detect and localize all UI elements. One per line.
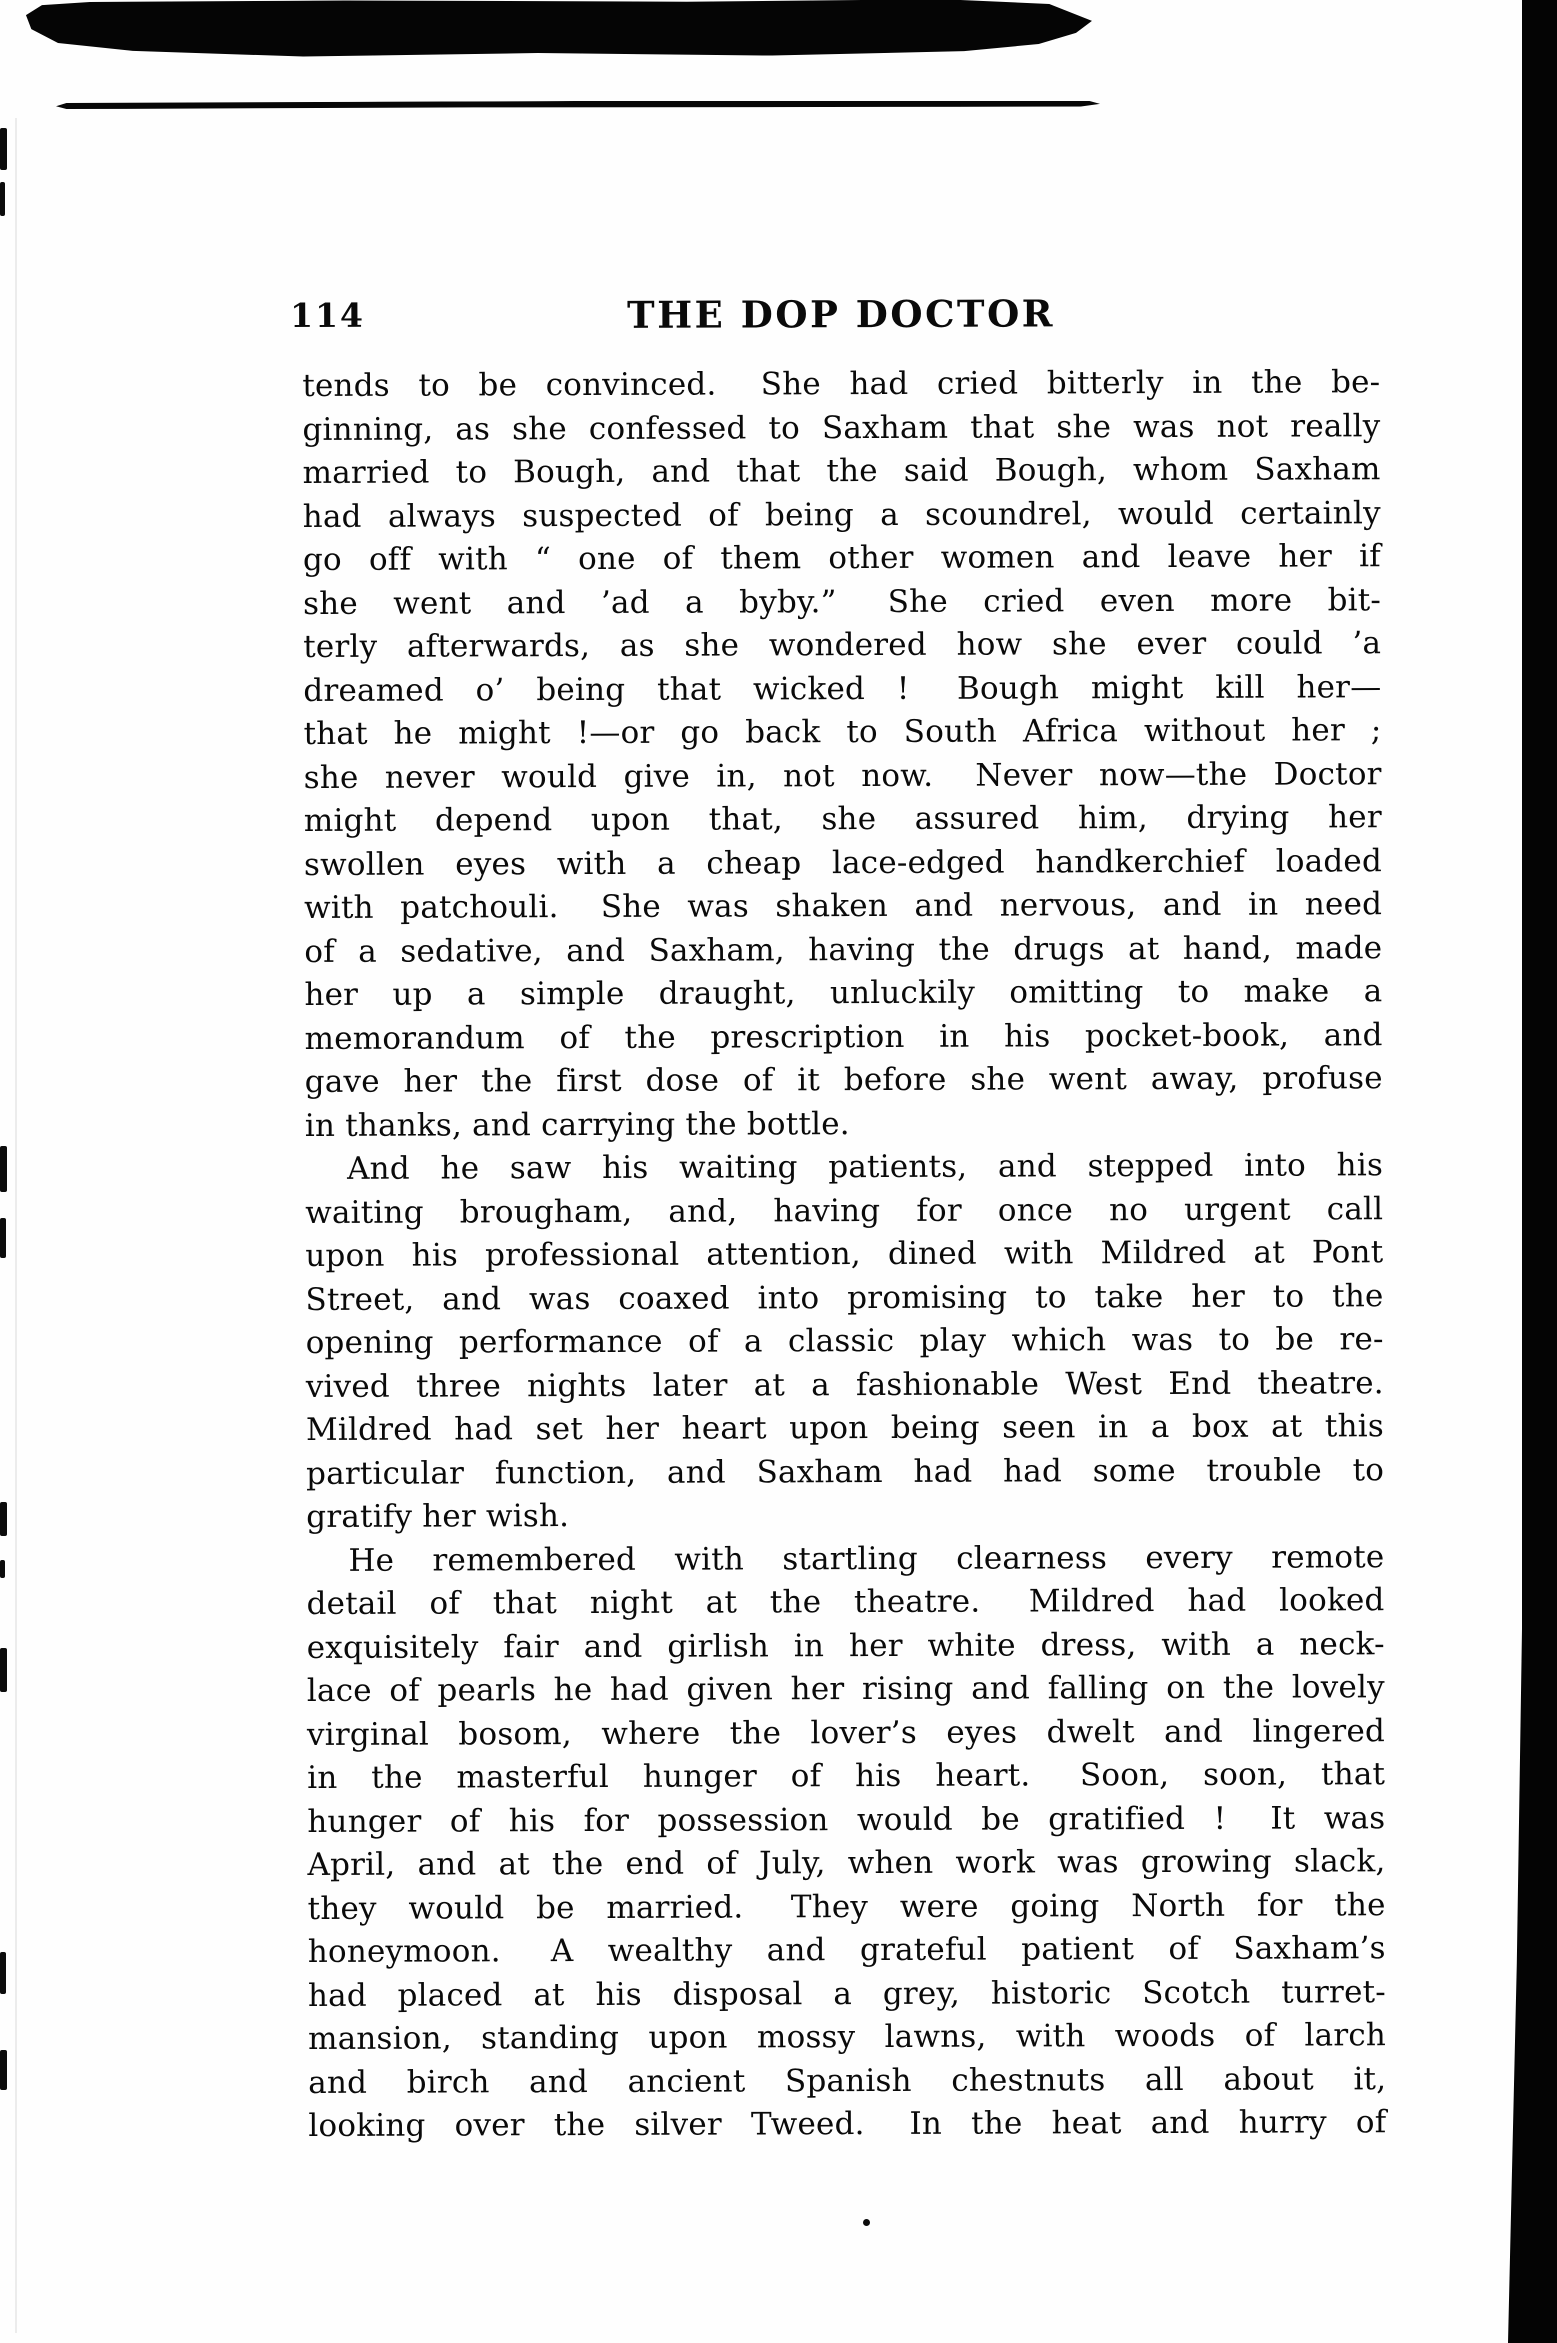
text-line: He remembered with startling clearness every remote [348, 1538, 1385, 1579]
text-line: ginning, as she confessed to Saxham that she was not really [302, 407, 1381, 448]
text-line: And he saw his waiting patients, and stepped into his [346, 1147, 1384, 1187]
running-title: THE DOP DOCTOR [627, 291, 1056, 337]
text-line: virginal bosom, where the lover’s eyes dwelt and lingered [306, 1712, 1386, 1753]
text-line: memorandum of the prescription in his pocket-book, and [304, 1016, 1383, 1057]
text-line: gratify her wish. [306, 1498, 570, 1535]
scan-artifact-left-mark [0, 1648, 7, 1692]
text-block [302, 361, 1386, 2148]
scan-artifact-left-mark [0, 128, 7, 170]
text-line: hunger of his for possession would be gratified ! It was [307, 1799, 1386, 1840]
text-line: dreamed o’ being that wicked ! Bough might kill her— [303, 668, 1382, 709]
scan-artifact-top-band [26, 0, 1092, 59]
text-line: upon his professional attention, dined with Mildred at Pont [305, 1234, 1384, 1274]
scan-artifact-right-band [1522, 0, 1557, 2343]
text-line: waiting brougham, and, having for once no urgent call [305, 1190, 1384, 1231]
text-line: might depend upon that, she assured him, drying her [303, 799, 1382, 839]
text-line: had placed at his disposal a grey, historic Scotch turret- [307, 1973, 1386, 2014]
paragraph [305, 1144, 1384, 1539]
page-content [290, 291, 1387, 2148]
scan-artifact-left-mark [0, 1218, 6, 1258]
text-line: particular function, and Saxham had had some trouble to [306, 1451, 1385, 1492]
text-line: lace of pearls he had given her rising and falling on the lovely [306, 1669, 1385, 1709]
text-line: of a sedative, and Saxham, having the drugs at hand, made [304, 929, 1383, 970]
page-number: 114 [290, 295, 366, 336]
scan-artifact-left-mark [0, 182, 5, 216]
text-line: tends to be convinced. She had cried bitterly in the be- [302, 364, 1381, 404]
text-line: April, and at the end of July, when work was growing slack, [307, 1843, 1386, 1883]
text-line: married to Bough, and that the said Bough, whom Saxham [302, 451, 1381, 491]
text-line: mansion, standing upon mossy lawns, with woods of larch [308, 2017, 1387, 2057]
text-line: in thanks, and carrying the bottle. [304, 1105, 850, 1144]
text-line: she went and ’ad a byby.” She cried even more bit- [303, 581, 1382, 622]
page-header [290, 291, 1380, 365]
text-line: gave her the first dose of it before she went away, profuse [304, 1060, 1383, 1100]
text-line: her up a simple draught, unluckily omitting to make a [304, 973, 1383, 1013]
text-line: detail of that night at the theatre. Mildred had looked [306, 1582, 1385, 1622]
text-line: they would be married. They were going North for the [307, 1886, 1386, 1927]
paragraph [306, 1536, 1386, 2149]
text-line: looking over the silver Tweed. In the heat and hurry of [308, 2104, 1387, 2144]
scan-artifact-left-mark [0, 2050, 7, 2090]
text-line: vived three nights later at a fashionable West End theatre. [305, 1364, 1384, 1405]
text-line: honeymoon. A wealthy and grateful patient of Saxham’s [307, 1930, 1386, 1970]
text-line: Street, and was coaxed into promising to take her to the [305, 1277, 1384, 1318]
scan-artifact-ink-dot [863, 2219, 870, 2226]
text-line: Mildred had set her heart upon being seen in a box at this [305, 1408, 1385, 1448]
paragraph [302, 361, 1383, 1148]
text-line: exquisitely fair and girlish in her white dress, with a neck- [306, 1625, 1385, 1666]
scan-artifact-left-mark [0, 1560, 5, 1578]
scan-artifact-left-mark [0, 1502, 7, 1536]
scan-artifact-top-rule [56, 100, 1100, 110]
text-line: that he might !—or go back to South Africa without her ; [303, 712, 1382, 752]
text-line: opening performance of a classic play which was to be re- [305, 1321, 1384, 1361]
text-line: she never would give in, not now. Never now—the Doctor [303, 755, 1382, 796]
text-line: swollen eyes with a cheap lace-edged handkerchief loaded [303, 842, 1383, 883]
text-line: in the masterful hunger of his heart. Soon, soon, that [307, 1756, 1386, 1796]
text-line: terly afterwards, as she wondered how she ever could ’a [303, 625, 1382, 665]
text-line: with patchouli. She was shaken and nervous, and in need [304, 886, 1383, 926]
scan-artifact-left-mark [0, 1952, 6, 1994]
text-line: had always suspected of being a scoundrel, would certainly [302, 494, 1381, 535]
text-line: and birch and ancient Spanish chestnuts all about it, [308, 2060, 1387, 2101]
scan-artifact-left-line [15, 118, 17, 2333]
scan-artifact-left-mark [0, 1146, 7, 1192]
text-line: go off with “ one of them other women and leave her if [302, 538, 1381, 578]
